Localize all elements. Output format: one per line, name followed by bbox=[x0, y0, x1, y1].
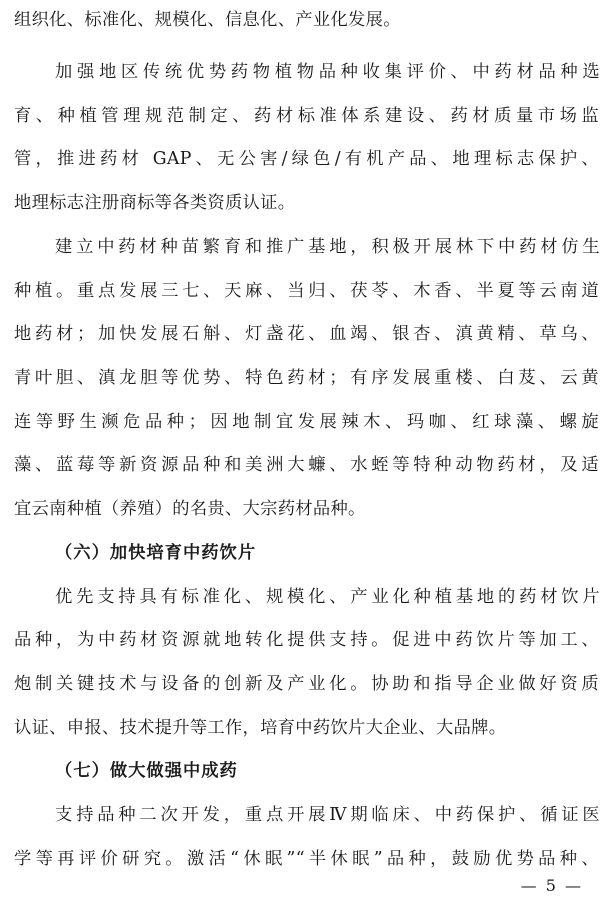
paragraph-line: 连等野生濒危品种；因地制宜发展辣木、玛咖、红球藻、螺旋 bbox=[14, 412, 599, 432]
paragraph-line: 青叶胆、滇龙胆等优势、特色药材；有序发展重楼、白芨、云黄 bbox=[14, 368, 599, 388]
paragraph-line: 宜云南种植（养殖）的名贵、大宗药材品种。 bbox=[14, 499, 366, 519]
paragraph-line: 优先支持具有标准化、规模化、产业化种植基地的药材饮片 bbox=[55, 587, 600, 607]
paragraph-line: 地药材；加快发展石斛、灯盏花、血竭、银杏、滇黄精、草乌、 bbox=[14, 324, 599, 344]
paragraph-line: 地理标志注册商标等各类资质认证。 bbox=[14, 193, 296, 213]
page-number: — 5 — bbox=[520, 876, 583, 895]
paragraph-line: 种植。重点发展三七、天麻、当归、茯苓、木香、半夏等云南道 bbox=[14, 281, 599, 301]
text-line: 组织化、标准化、规模化、信息化、产业化发展。 bbox=[14, 10, 401, 30]
paragraph-line: 加强地区传统优势药物植物品种收集评价、中药材品种选 bbox=[55, 62, 600, 82]
paragraph-line: 藻、蓝莓等新资源品种和美洲大蠊、水蛭等特种动物药材，及适 bbox=[14, 455, 599, 475]
paragraph-line: 建立中药材种苗繁育和推广基地，积极开展林下中药材仿生 bbox=[55, 237, 600, 257]
paragraph-line: 认证、申报、技术提升等工作，培育中药饮片大企业、大品牌。 bbox=[14, 718, 507, 738]
section-heading: （七）做大做强中成药 bbox=[55, 761, 238, 781]
paragraph-line: 管，推进药材 GAP、无公害/绿色/有机产品、地理标志保护、 bbox=[14, 149, 599, 169]
paragraph-line: 品种，为中药材资源就地转化提供支持。促进中药饮片等加工、 bbox=[14, 630, 599, 650]
paragraph-line: 炮制关键技术与设备的创新及产业化。协助和指导企业做好资质 bbox=[14, 674, 599, 694]
paragraph-line: 育、种植管理规范制定、药材标准体系建设、药材质量市场监 bbox=[14, 106, 599, 126]
section-heading: （六）加快培育中药饮片 bbox=[55, 543, 257, 563]
paragraph-line: 支持品种二次开发，重点开展Ⅳ期临床、中药保护、循证医 bbox=[55, 805, 600, 825]
paragraph-line: 学等再评价研究。激活“休眠”“半休眠”品种，鼓励优势品种、 bbox=[14, 849, 599, 869]
